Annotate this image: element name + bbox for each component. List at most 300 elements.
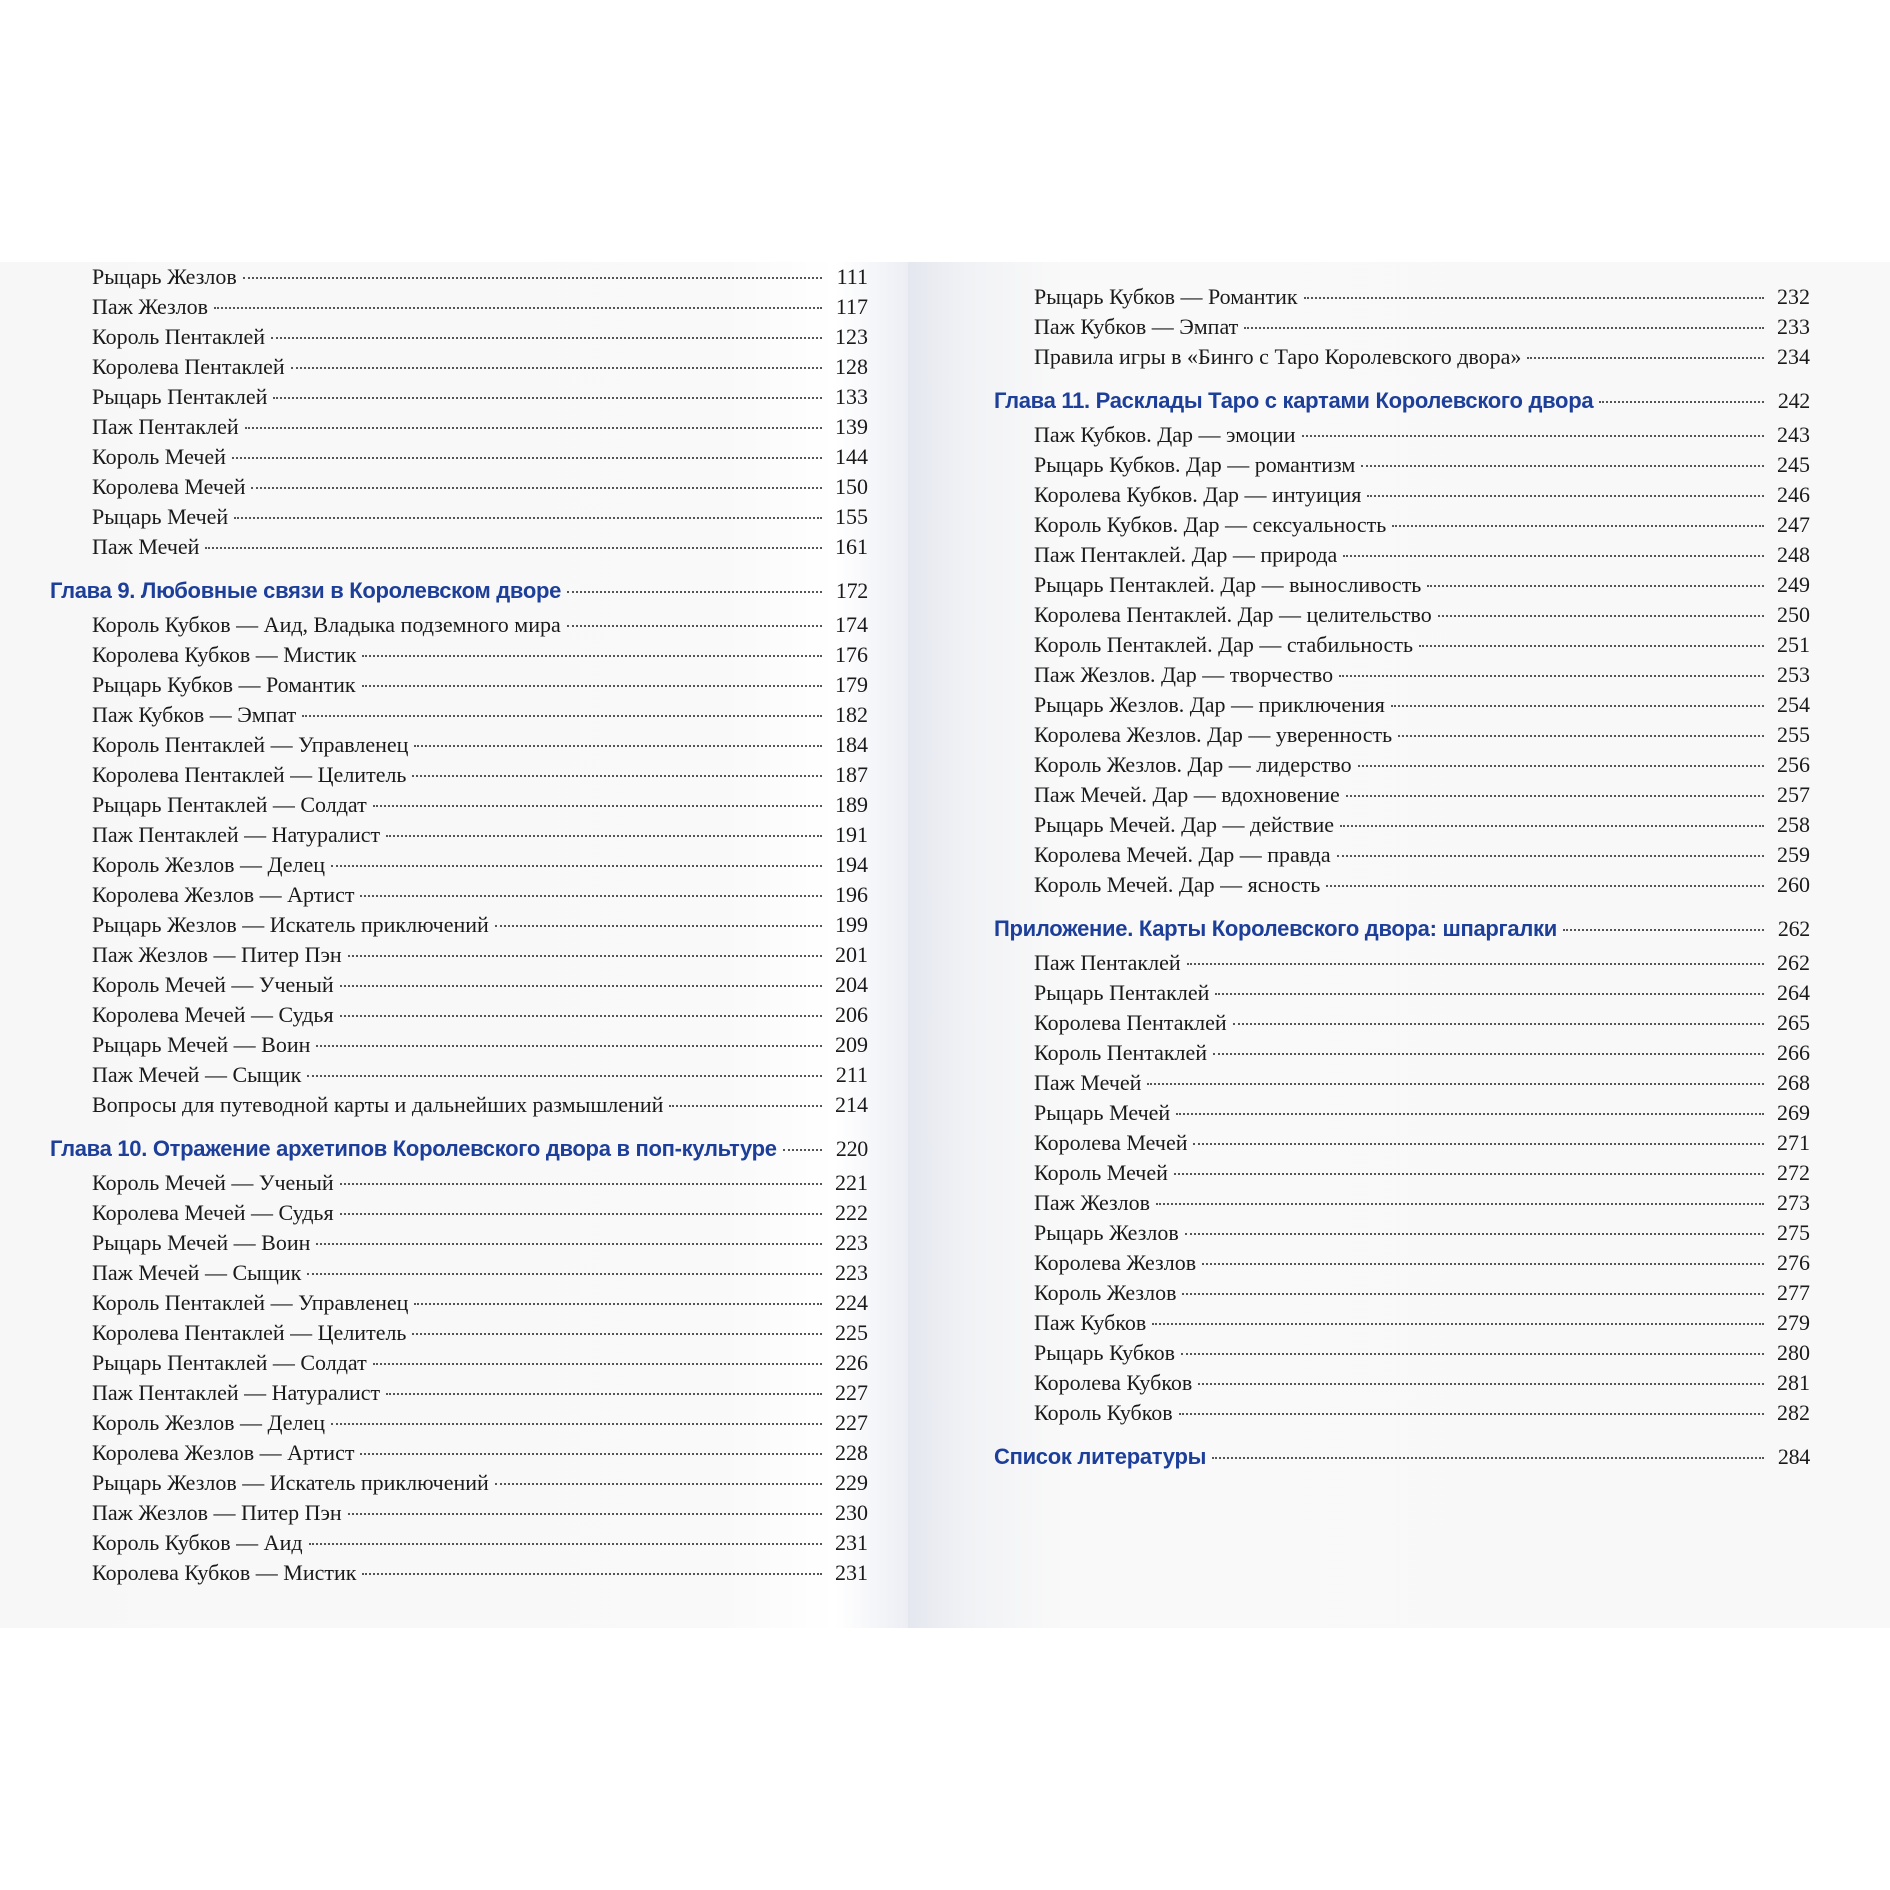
toc-entry-title: Паж Мечей — Сыщик bbox=[92, 1260, 302, 1285]
toc-entry[interactable] bbox=[50, 670, 868, 700]
leader-dots bbox=[271, 337, 822, 339]
toc-entry[interactable] bbox=[994, 282, 1810, 312]
toc-entry[interactable] bbox=[50, 640, 868, 670]
toc-entry-title: Вопросы для путеводной карты и дальнейших размышлений bbox=[92, 1092, 664, 1117]
leader-dots bbox=[414, 745, 822, 747]
toc-entry-title: Паж Мечей bbox=[1034, 1070, 1142, 1095]
toc-entry-page: 189 bbox=[835, 792, 868, 817]
chapter-10-title: Глава 10. Отражение архетипов Королевского двора в поп-культуре bbox=[50, 1136, 777, 1161]
leader-dots bbox=[331, 865, 822, 867]
bibliography-heading[interactable] bbox=[994, 1442, 1810, 1472]
toc-entry-title: Рыцарь Жезлов bbox=[92, 264, 237, 289]
toc-entry-title: Королева Пентаклей bbox=[92, 354, 285, 379]
toc-entry-title: Паж Пентаклей — Натуралист bbox=[92, 822, 381, 847]
toc-entry-page: 249 bbox=[1777, 572, 1810, 597]
leader-dots bbox=[316, 1045, 822, 1047]
toc-entry-title: Король Пентаклей — Управленец bbox=[92, 1290, 409, 1315]
toc-entry[interactable] bbox=[50, 730, 868, 760]
toc-entry-title: Королева Пентаклей — Целитель bbox=[92, 762, 407, 787]
appendix-list bbox=[994, 948, 1810, 1428]
toc-entry-title: Королева Жезлов bbox=[1034, 1250, 1197, 1275]
leader-dots bbox=[669, 1105, 822, 1107]
chapter-9-title: Глава 9. Любовные связи в Королевском дворе bbox=[50, 578, 562, 603]
leader-dots bbox=[412, 1333, 822, 1335]
toc-entry-title: Паж Пентаклей bbox=[1034, 950, 1181, 975]
toc-entry[interactable] bbox=[50, 1168, 868, 1198]
leader-dots bbox=[1358, 765, 1764, 767]
toc-entry-page: 254 bbox=[1777, 692, 1810, 717]
leader-dots bbox=[1340, 825, 1764, 827]
toc-entry-page: 211 bbox=[835, 1062, 868, 1087]
leader-dots bbox=[1202, 1263, 1764, 1265]
toc-entry-title: Паж Жезлов bbox=[92, 294, 209, 319]
chapter-11-title: Глава 11. Расклады Таро с картами Королевского двора bbox=[994, 388, 1594, 413]
toc-entry-title: Паж Жезлов — Питер Пэн bbox=[92, 1500, 342, 1525]
toc-entry-title: Рыцарь Жезлов — Искатель приключений bbox=[92, 1470, 489, 1495]
leader-dots bbox=[1392, 525, 1764, 527]
leader-dots bbox=[1438, 615, 1764, 617]
toc-entry-page: 123 bbox=[835, 324, 868, 349]
leader-dots bbox=[1152, 1323, 1764, 1325]
toc-entry[interactable] bbox=[994, 1398, 1810, 1428]
toc-entry[interactable] bbox=[50, 322, 868, 352]
leader-dots bbox=[1244, 327, 1764, 329]
toc-entry-title: Паж Кубков. Дар — эмоции bbox=[1034, 422, 1296, 447]
leader-dots bbox=[1343, 555, 1764, 557]
leader-dots bbox=[1563, 929, 1764, 931]
toc-entry-title: Рыцарь Пентаклей bbox=[1034, 980, 1210, 1005]
toc-entry-page: 277 bbox=[1777, 1280, 1810, 1305]
leader-dots bbox=[1181, 1353, 1764, 1355]
toc-entry-page: 150 bbox=[835, 474, 868, 499]
toc-entry[interactable] bbox=[50, 820, 868, 850]
toc-entry-title: Рыцарь Жезлов. Дар — приключения bbox=[1034, 692, 1385, 717]
leader-dots bbox=[1302, 435, 1765, 437]
toc-entry-title: Рыцарь Пентаклей. Дар — выносливость bbox=[1034, 572, 1422, 597]
toc-entry[interactable] bbox=[50, 880, 868, 910]
toc-entry[interactable] bbox=[994, 690, 1810, 720]
toc-entry-title: Рыцарь Кубков. Дар — романтизм bbox=[1034, 452, 1356, 477]
leader-dots bbox=[309, 1543, 822, 1545]
toc-entry[interactable] bbox=[50, 352, 868, 382]
toc-entry-page: 144 bbox=[835, 444, 868, 469]
toc-entry-page: 282 bbox=[1777, 1400, 1810, 1425]
toc-entry-title: Король Пентаклей bbox=[92, 324, 266, 349]
toc-entry-page: 262 bbox=[1777, 950, 1810, 975]
toc-entry[interactable] bbox=[50, 1090, 868, 1120]
toc-entry-page: 199 bbox=[835, 912, 868, 937]
leader-dots bbox=[1179, 1413, 1764, 1415]
leader-dots bbox=[1427, 585, 1764, 587]
toc-entry-page: 221 bbox=[835, 1170, 868, 1195]
toc-entry-page: 128 bbox=[835, 354, 868, 379]
leader-dots bbox=[1187, 963, 1764, 965]
toc-entry-title: Рыцарь Мечей — Воин bbox=[92, 1230, 311, 1255]
leader-dots bbox=[1233, 1023, 1764, 1025]
toc-entry-title: Королева Мечей — Судья bbox=[92, 1200, 334, 1225]
leader-dots bbox=[1147, 1083, 1764, 1085]
leader-dots bbox=[373, 1363, 822, 1365]
toc-entry-page: 260 bbox=[1777, 872, 1810, 897]
toc-entry[interactable] bbox=[50, 850, 868, 880]
leader-dots bbox=[783, 1149, 822, 1151]
leader-dots bbox=[1419, 645, 1764, 647]
leader-dots bbox=[1185, 1233, 1764, 1235]
chapter-11-heading[interactable] bbox=[994, 386, 1810, 416]
leader-dots bbox=[1304, 297, 1764, 299]
toc-entry-title: Рыцарь Мечей — Воин bbox=[92, 1032, 311, 1057]
toc-entry-title: Король Мечей bbox=[1034, 1160, 1168, 1185]
leader-dots bbox=[495, 1483, 822, 1485]
toc-entry[interactable] bbox=[994, 540, 1810, 570]
toc-entry[interactable] bbox=[50, 760, 868, 790]
toc-entry[interactable] bbox=[994, 1368, 1810, 1398]
toc-entry[interactable] bbox=[994, 342, 1810, 372]
toc-entry-page: 223 bbox=[835, 1260, 868, 1285]
toc-entry-title: Паж Кубков bbox=[1034, 1310, 1147, 1335]
toc-entry[interactable] bbox=[994, 1158, 1810, 1188]
toc-entry[interactable] bbox=[994, 1008, 1810, 1038]
leader-dots bbox=[302, 715, 822, 717]
toc-entry[interactable] bbox=[50, 970, 868, 1000]
toc-entry-title: Король Жезлов bbox=[1034, 1280, 1177, 1305]
toc-entry[interactable] bbox=[994, 780, 1810, 810]
toc-entry[interactable] bbox=[994, 870, 1810, 900]
toc-entry-title: Королева Мечей bbox=[92, 474, 246, 499]
left-page bbox=[0, 262, 908, 1628]
toc-entry-page: 258 bbox=[1777, 812, 1810, 837]
toc-entry-title: Паж Мечей — Сыщик bbox=[92, 1062, 302, 1087]
toc-entry-page: 139 bbox=[835, 414, 868, 439]
chapter-10-heading[interactable] bbox=[50, 1134, 868, 1164]
toc-entry[interactable] bbox=[50, 412, 868, 442]
toc-entry[interactable] bbox=[50, 610, 868, 640]
toc-entry-title: Рыцарь Кубков bbox=[1034, 1340, 1175, 1365]
toc-entry-page: 250 bbox=[1777, 602, 1810, 627]
toc-entry-page: 229 bbox=[835, 1470, 868, 1495]
toc-entry-title: Король Кубков. Дар — сексуальность bbox=[1034, 512, 1387, 537]
leader-dots bbox=[348, 955, 822, 957]
toc-entry[interactable] bbox=[50, 1030, 868, 1060]
toc-entry-title: Паж Кубков — Эмпат bbox=[1034, 314, 1239, 339]
toc-entry[interactable] bbox=[50, 472, 868, 502]
toc-entry-page: 272 bbox=[1777, 1160, 1810, 1185]
toc-entry-title: Король Пентаклей — Управленец bbox=[92, 732, 409, 757]
toc-entry-title: Королева Жезлов. Дар — уверенность bbox=[1034, 722, 1393, 747]
toc-entry-page: 223 bbox=[835, 1230, 868, 1255]
leader-dots bbox=[205, 547, 822, 549]
toc-entry[interactable] bbox=[50, 1348, 868, 1378]
leader-dots bbox=[331, 1423, 822, 1425]
toc-entry[interactable] bbox=[994, 630, 1810, 660]
toc-entry[interactable] bbox=[50, 382, 868, 412]
toc-entry-page: 256 bbox=[1777, 752, 1810, 777]
leader-dots bbox=[214, 307, 822, 309]
toc-entry[interactable] bbox=[994, 1128, 1810, 1158]
toc-entry[interactable] bbox=[50, 1468, 868, 1498]
toc-entry[interactable] bbox=[994, 1038, 1810, 1068]
toc-entry-page: 155 bbox=[835, 504, 868, 529]
toc-entry-title: Рыцарь Пентаклей bbox=[92, 384, 268, 409]
leader-dots bbox=[1599, 401, 1764, 403]
toc-entry-title: Король Кубков — Аид bbox=[92, 1530, 303, 1555]
toc-entry-title: Король Мечей — Ученый bbox=[92, 972, 334, 997]
toc-entry-page: 176 bbox=[835, 642, 868, 667]
leader-dots bbox=[362, 655, 822, 657]
toc-entry[interactable] bbox=[994, 1188, 1810, 1218]
toc-entry-title: Паж Мечей. Дар — вдохновение bbox=[1034, 782, 1340, 807]
toc-entry[interactable] bbox=[50, 700, 868, 730]
toc-entry[interactable] bbox=[50, 1378, 868, 1408]
leader-dots bbox=[1398, 735, 1764, 737]
toc-entry-page: 281 bbox=[1777, 1370, 1810, 1395]
toc-entry-page: 279 bbox=[1777, 1310, 1810, 1335]
toc-entry[interactable] bbox=[50, 910, 868, 940]
leader-dots bbox=[1198, 1383, 1764, 1385]
toc-entry[interactable] bbox=[50, 262, 868, 292]
toc-entry-page: 269 bbox=[1777, 1100, 1810, 1125]
toc-entry-title: Королева Кубков. Дар — интуиция bbox=[1034, 482, 1362, 507]
toc-entry[interactable] bbox=[994, 1098, 1810, 1128]
toc-entry[interactable] bbox=[50, 502, 868, 532]
toc-entry-title: Рыцарь Жезлов bbox=[1034, 1220, 1179, 1245]
leader-dots bbox=[291, 367, 822, 369]
leader-dots bbox=[414, 1303, 822, 1305]
toc-entry[interactable] bbox=[994, 450, 1810, 480]
toc-entry-page: 273 bbox=[1777, 1190, 1810, 1215]
leader-dots bbox=[360, 1453, 822, 1455]
toc-entry[interactable] bbox=[994, 810, 1810, 840]
toc-entry[interactable] bbox=[994, 1248, 1810, 1278]
toc-entry[interactable] bbox=[50, 1000, 868, 1030]
toc-entry-page: 196 bbox=[835, 882, 868, 907]
appendix-page: 262 bbox=[1777, 916, 1810, 941]
leader-dots bbox=[1337, 855, 1764, 857]
bibliography-title: Список литературы bbox=[994, 1444, 1207, 1469]
toc-entry-page: 227 bbox=[835, 1380, 868, 1405]
toc-entry[interactable] bbox=[50, 1288, 868, 1318]
toc-entry[interactable] bbox=[50, 1318, 868, 1348]
toc-entry[interactable] bbox=[50, 1498, 868, 1528]
leader-dots bbox=[232, 457, 822, 459]
toc-entry-page: 259 bbox=[1777, 842, 1810, 867]
toc-entry[interactable] bbox=[994, 1218, 1810, 1248]
toc-entry-title: Королева Пентаклей bbox=[1034, 1010, 1227, 1035]
leader-dots bbox=[567, 625, 822, 627]
chapter-9-heading[interactable] bbox=[50, 576, 868, 606]
leader-dots bbox=[340, 985, 822, 987]
leader-dots bbox=[386, 1393, 822, 1395]
toc-entry[interactable] bbox=[50, 1228, 868, 1258]
leader-dots bbox=[251, 487, 822, 489]
toc-entry[interactable] bbox=[994, 660, 1810, 690]
toc-entry-page: 182 bbox=[835, 702, 868, 727]
leader-dots bbox=[1174, 1173, 1764, 1175]
leader-dots bbox=[340, 1213, 822, 1215]
toc-entry[interactable] bbox=[50, 940, 868, 970]
appendix-heading[interactable] bbox=[994, 914, 1810, 944]
toc-entry-title: Король Жезлов. Дар — лидерство bbox=[1034, 752, 1352, 777]
toc-entry-title: Паж Жезлов. Дар — творчество bbox=[1034, 662, 1334, 687]
leader-dots bbox=[1212, 1457, 1764, 1459]
toc-entry[interactable] bbox=[994, 312, 1810, 342]
toc-entry-title: Король Мечей. Дар — ясность bbox=[1034, 872, 1321, 897]
toc-entry[interactable] bbox=[50, 1408, 868, 1438]
toc-entry[interactable] bbox=[50, 1258, 868, 1288]
toc-entry-title: Король Мечей — Ученый bbox=[92, 1170, 334, 1195]
toc-entry-title: Королева Пентаклей. Дар — целительство bbox=[1034, 602, 1432, 627]
toc-entry[interactable] bbox=[50, 1060, 868, 1090]
leader-dots bbox=[1156, 1203, 1764, 1205]
toc-entry-page: 257 bbox=[1777, 782, 1810, 807]
leader-dots bbox=[386, 835, 822, 837]
toc-entry[interactable] bbox=[50, 1528, 868, 1558]
toc-entry-page: 245 bbox=[1777, 452, 1810, 477]
leader-dots bbox=[307, 1075, 822, 1077]
chapter-11-page: 242 bbox=[1777, 388, 1810, 413]
leader-dots bbox=[373, 805, 822, 807]
toc-entry-page: 251 bbox=[1777, 632, 1810, 657]
toc-entry-page: 174 bbox=[835, 612, 868, 637]
toc-entry-page: 184 bbox=[835, 732, 868, 757]
leader-dots bbox=[1176, 1113, 1764, 1115]
appendix-title: Приложение. Карты Королевского двора: шпаргалки bbox=[994, 916, 1557, 941]
toc-entry-page: 133 bbox=[835, 384, 868, 409]
right-intro-list bbox=[994, 282, 1810, 372]
toc-entry-page: 191 bbox=[835, 822, 868, 847]
toc-entry-page: 246 bbox=[1777, 482, 1810, 507]
leader-dots bbox=[1391, 705, 1764, 707]
leader-dots bbox=[273, 397, 822, 399]
toc-entry[interactable] bbox=[994, 1338, 1810, 1368]
toc-entry-page: 265 bbox=[1777, 1010, 1810, 1035]
toc-entry-page: 233 bbox=[1777, 314, 1810, 339]
leader-dots bbox=[243, 277, 822, 279]
toc-entry-page: 187 bbox=[835, 762, 868, 787]
toc-entry[interactable] bbox=[994, 840, 1810, 870]
toc-entry-page: 206 bbox=[835, 1002, 868, 1027]
toc-entry[interactable] bbox=[50, 1198, 868, 1228]
toc-entry[interactable] bbox=[994, 420, 1810, 450]
chapter-10-page: 220 bbox=[835, 1136, 868, 1161]
toc-entry-title: Король Жезлов — Делец bbox=[92, 852, 326, 877]
toc-entry[interactable] bbox=[994, 1308, 1810, 1338]
toc-entry-title: Паж Кубков — Эмпат bbox=[92, 702, 297, 727]
toc-entry-title: Королева Кубков — Мистик bbox=[92, 642, 357, 667]
leader-dots bbox=[412, 775, 822, 777]
right-page bbox=[908, 262, 1890, 1628]
toc-entry-title: Рыцарь Мечей bbox=[1034, 1100, 1171, 1125]
toc-entry[interactable] bbox=[994, 570, 1810, 600]
chapter-10-list bbox=[50, 1168, 868, 1588]
leader-dots bbox=[1339, 675, 1764, 677]
leader-dots bbox=[495, 925, 822, 927]
toc-entry-page: 268 bbox=[1777, 1070, 1810, 1095]
toc-entry-page: 243 bbox=[1777, 422, 1810, 447]
toc-entry[interactable] bbox=[50, 1438, 868, 1468]
leader-dots bbox=[1527, 357, 1764, 359]
toc-entry-page: 111 bbox=[836, 264, 868, 289]
toc-entry-page: 117 bbox=[835, 294, 868, 319]
toc-entry-page: 209 bbox=[835, 1032, 868, 1057]
chapter-9-page: 172 bbox=[835, 578, 868, 603]
toc-entry-title: Королева Жезлов — Артист bbox=[92, 1440, 355, 1465]
leader-dots bbox=[234, 517, 822, 519]
toc-entry-title: Паж Жезлов bbox=[1034, 1190, 1151, 1215]
toc-entry[interactable] bbox=[50, 292, 868, 322]
chapter-9-list bbox=[50, 610, 868, 1120]
toc-entry-title: Королева Мечей — Судья bbox=[92, 1002, 334, 1027]
toc-entry-page: 276 bbox=[1777, 1250, 1810, 1275]
toc-entry[interactable] bbox=[994, 750, 1810, 780]
left-intro-list bbox=[50, 262, 868, 562]
leader-dots bbox=[340, 1015, 822, 1017]
toc-entry[interactable] bbox=[994, 510, 1810, 540]
toc-entry-page: 275 bbox=[1777, 1220, 1810, 1245]
toc-entry-page: 232 bbox=[1777, 284, 1810, 309]
toc-entry-title: Рыцарь Пентаклей — Солдат bbox=[92, 1350, 367, 1375]
toc-entry-title: Рыцарь Кубков — Романтик bbox=[1034, 284, 1298, 309]
leader-dots bbox=[340, 1183, 822, 1185]
toc-entry[interactable] bbox=[994, 978, 1810, 1008]
toc-entry[interactable] bbox=[994, 600, 1810, 630]
toc-entry-page: 230 bbox=[835, 1500, 868, 1525]
toc-entry[interactable] bbox=[50, 442, 868, 472]
book-spread bbox=[0, 262, 1890, 1628]
leader-dots bbox=[307, 1273, 822, 1275]
leader-dots bbox=[360, 895, 822, 897]
leader-dots bbox=[567, 591, 822, 593]
toc-entry-title: Король Кубков bbox=[1034, 1400, 1173, 1425]
toc-entry-page: 224 bbox=[835, 1290, 868, 1315]
toc-entry-title: Паж Пентаклей bbox=[92, 414, 239, 439]
toc-entry-title: Король Мечей bbox=[92, 444, 226, 469]
toc-entry[interactable] bbox=[994, 1278, 1810, 1308]
toc-entry-title: Король Кубков — Аид, Владыка подземного мира bbox=[92, 612, 561, 637]
leader-dots bbox=[316, 1243, 822, 1245]
leader-dots bbox=[1213, 1053, 1764, 1055]
toc-entry[interactable] bbox=[50, 532, 868, 562]
chapter-11-list bbox=[994, 420, 1810, 900]
toc-entry-page: 179 bbox=[835, 672, 868, 697]
toc-entry-page: 228 bbox=[835, 1440, 868, 1465]
toc-entry-page: 255 bbox=[1777, 722, 1810, 747]
toc-entry-title: Королева Мечей bbox=[1034, 1130, 1188, 1155]
toc-entry-title: Королева Кубков — Мистик bbox=[92, 1560, 357, 1585]
toc-entry-title: Паж Мечей bbox=[92, 534, 200, 559]
toc-entry-page: 204 bbox=[835, 972, 868, 997]
toc-entry-page: 161 bbox=[835, 534, 868, 559]
toc-entry-title: Королева Жезлов — Артист bbox=[92, 882, 355, 907]
toc-entry-title: Королева Пентаклей — Целитель bbox=[92, 1320, 407, 1345]
toc-entry-title: Паж Пентаклей — Натуралист bbox=[92, 1380, 381, 1405]
toc-entry[interactable] bbox=[994, 948, 1810, 978]
toc-entry-page: 264 bbox=[1777, 980, 1810, 1005]
toc-entry-title: Паж Пентаклей. Дар — природа bbox=[1034, 542, 1338, 567]
leader-dots bbox=[245, 427, 822, 429]
toc-entry[interactable] bbox=[994, 1068, 1810, 1098]
toc-entry-title: Рыцарь Кубков — Романтик bbox=[92, 672, 356, 697]
toc-entry[interactable] bbox=[994, 720, 1810, 750]
toc-entry-title: Правила игры в «Бинго с Таро Королевского двора» bbox=[1034, 344, 1522, 369]
left-toc bbox=[50, 262, 868, 1588]
toc-entry[interactable] bbox=[50, 790, 868, 820]
toc-entry-title: Король Жезлов — Делец bbox=[92, 1410, 326, 1435]
toc-entry-page: 271 bbox=[1777, 1130, 1810, 1155]
toc-entry[interactable] bbox=[50, 1558, 868, 1588]
leader-dots bbox=[1367, 495, 1764, 497]
toc-entry[interactable] bbox=[994, 480, 1810, 510]
